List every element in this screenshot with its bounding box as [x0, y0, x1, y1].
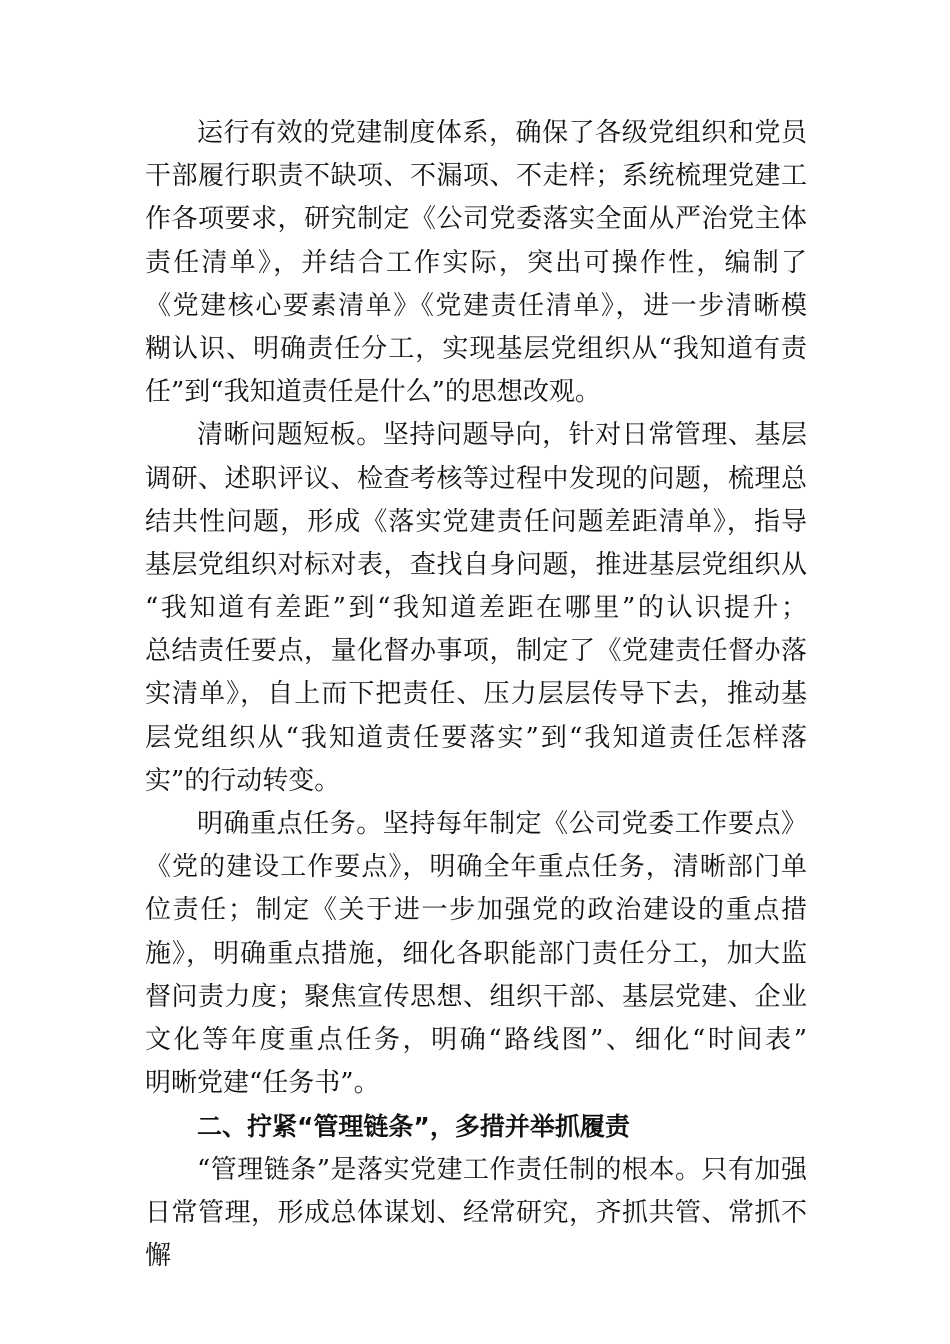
- text-line: 施》，明确重点措施，细化各职能部门责任分工，加大监: [145, 938, 807, 969]
- text-line: 《党建核心要素清单》《党建责任清单》，进一步清晰模: [145, 290, 807, 321]
- text-line: 层党组织从“我知道责任要落实”到“我知道责任怎样落: [145, 722, 807, 753]
- text-line: 懈: [145, 1240, 172, 1271]
- text-line: 调研、述职评议、检查考核等过程中发现的问题，梳理总: [145, 463, 807, 494]
- text-line: 责任清单》，并结合工作实际，突出可操作性，编制了: [145, 247, 807, 278]
- text-line: 总结责任要点，量化督办事项，制定了《党建责任督办落: [145, 636, 807, 667]
- text-line: 结共性问题，形成《落实党建责任问题差距清单》，指导: [145, 506, 807, 537]
- text-line: 实”的行动转变。: [145, 765, 341, 796]
- text-line: 明确重点任务。坚持每年制定《公司党委工作要点》: [197, 809, 807, 839]
- text-line: “我知道有差距”到“我知道差距在哪里”的认识提升；: [145, 593, 807, 624]
- text-line: 明晰党建“任务书”。: [145, 1068, 380, 1099]
- text-line: 督问责力度；聚焦宣传思想、组织干部、基层党建、企业: [145, 981, 807, 1012]
- text-line: 干部履行职责不缺项、不漏项、不走样；系统梳理党建工: [145, 161, 807, 192]
- text-line: 清晰问题短板。坚持问题导向，针对日常管理、基层: [197, 420, 807, 451]
- text-line: 任”到“我知道责任是什么”的思想改观。: [145, 377, 601, 408]
- section-heading: 二、拧紧“管理链条”，多措并举抓履责: [197, 1112, 630, 1142]
- text-line: “管理链条”是落实党建工作责任制的根本。只有加强: [197, 1154, 807, 1185]
- text-line: 位责任；制定《关于进一步加强党的政治建设的重点措: [145, 895, 807, 926]
- text-line: 《党的建设工作要点》，明确全年重点任务，清晰部门单: [145, 852, 807, 883]
- text-line: 作各项要求，研究制定《公司党委落实全面从严治党主体: [145, 204, 807, 235]
- text-line: 日常管理，形成总体谋划、经常研究，齐抓共管、常抓不: [145, 1197, 807, 1228]
- text-line: 基层党组织对标对表，查找自身问题，推进基层党组织从: [145, 549, 807, 580]
- text-line: 文化等年度重点任务，明确“路线图”、细化“时间表”: [145, 1024, 807, 1055]
- text-line: 运行有效的党建制度体系，确保了各级党组织和党员: [197, 118, 807, 148]
- text-line: 糊认识、明确责任分工，实现基层党组织从“我知道有责: [145, 333, 807, 364]
- document-body: [145, 112, 807, 1278]
- text-line: 实清单》，自上而下把责任、压力层层传导下去，推动基: [145, 679, 807, 710]
